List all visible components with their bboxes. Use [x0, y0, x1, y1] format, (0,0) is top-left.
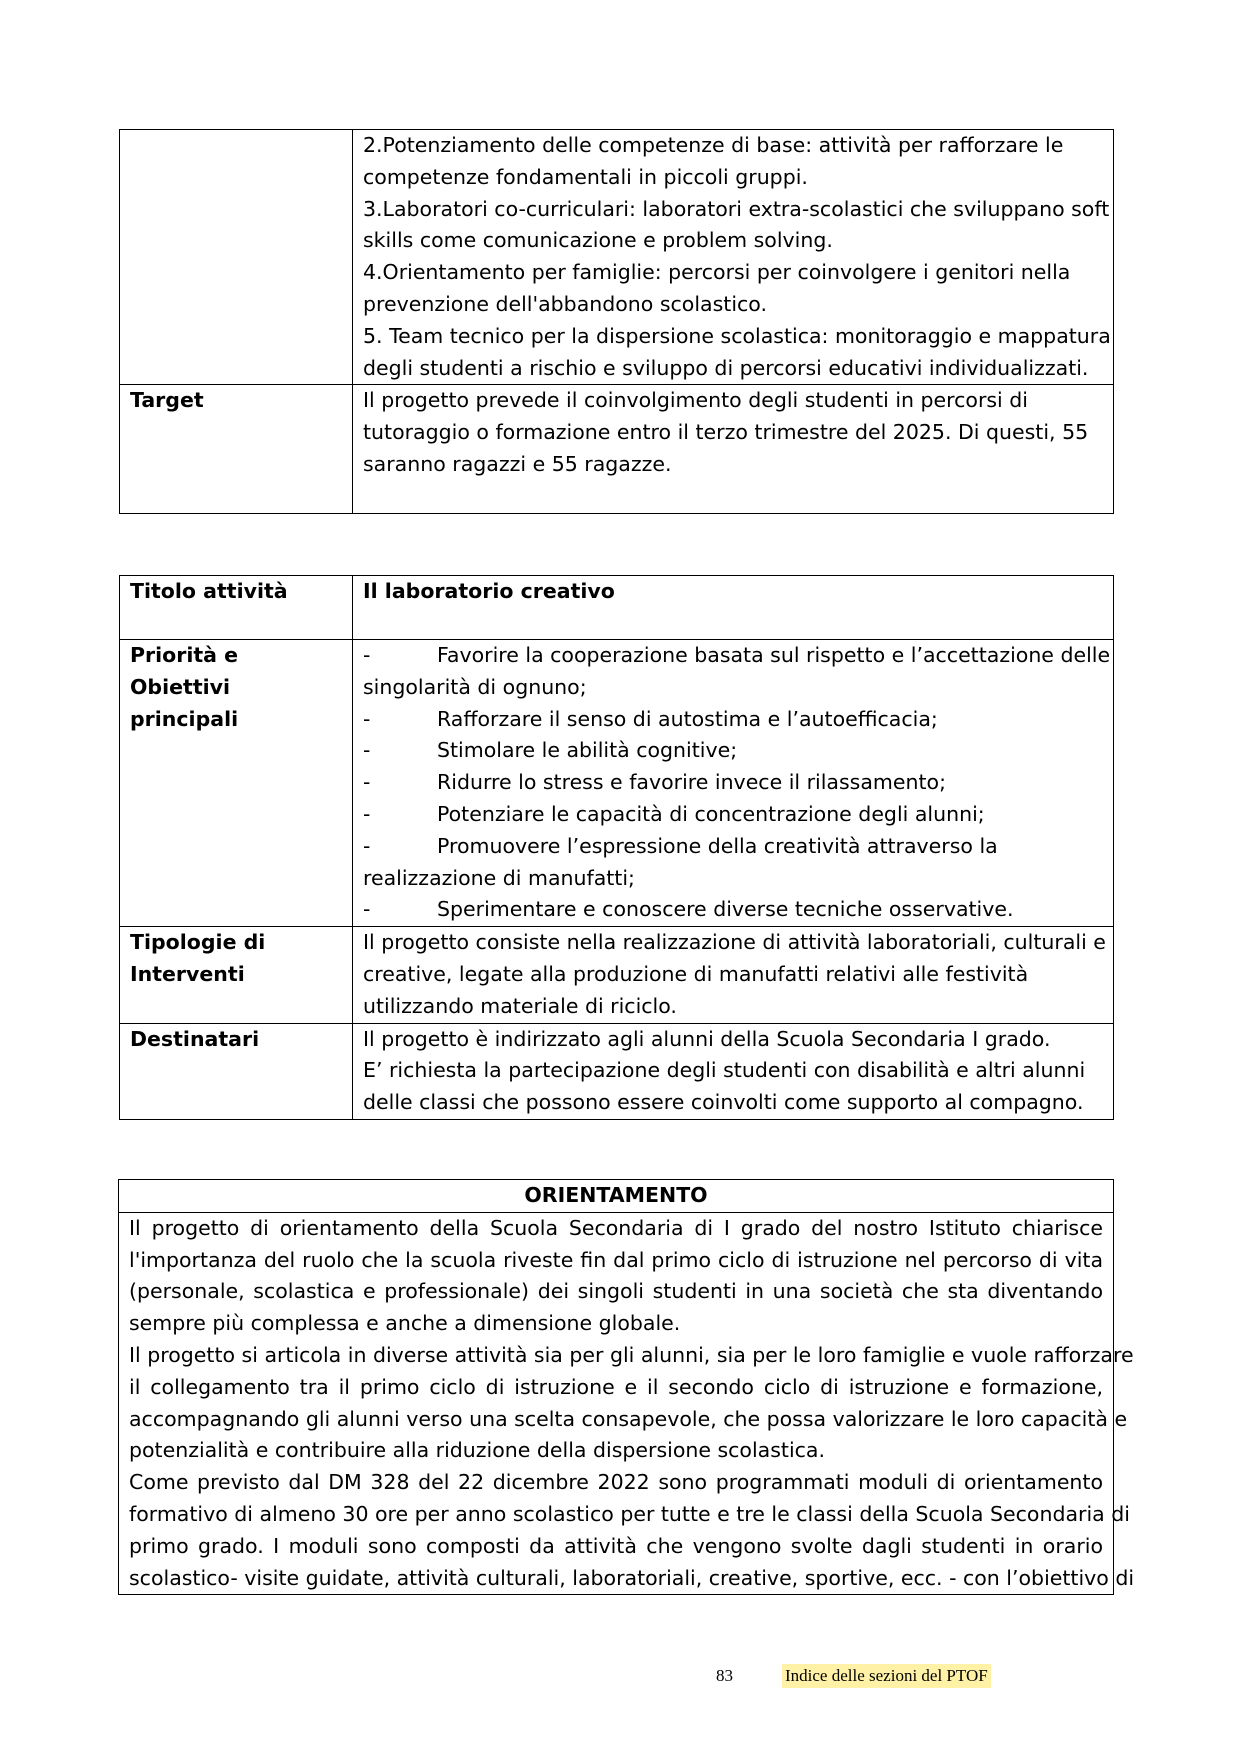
- list-item: - Potenziare le capacità di concentrazione degli alunni;: [363, 799, 1103, 831]
- row-label: [120, 130, 353, 385]
- text-line: accompagnando gli alunni verso una scelta consapevole, che possa valorizzare le loro capacità e: [129, 1406, 1128, 1431]
- list-item: - Stimolare le abilità cognitive;: [363, 735, 1103, 767]
- interventions-label: [120, 927, 353, 1023]
- text-line: 5. Team tecnico per la dispersione scolastica: monitoraggio e mappatura: [363, 323, 1111, 348]
- row-content: [353, 130, 1114, 385]
- list-item: realizzazione di manufatti;: [363, 865, 635, 890]
- target-content: [353, 385, 1114, 513]
- title-label: Titolo attività: [120, 576, 353, 640]
- blank-line: [363, 481, 1103, 513]
- table-row: [120, 385, 1114, 513]
- orientation-table: [118, 1179, 1135, 1595]
- page-number: 83: [716, 1666, 733, 1685]
- table-row: [120, 927, 1114, 1023]
- bullet-dash: -: [363, 897, 371, 922]
- list-item: - Promuovere l’espressione della creatività attraverso la: [363, 831, 1103, 863]
- bullet-dash: -: [363, 643, 371, 667]
- text-line: Il progetto di orientamento della Scuola Secondaria di I grado del nostro Istituto chiarisce: [129, 1215, 1103, 1240]
- page-footer: [0, 1664, 1243, 1688]
- text-line: sempre più complessa e anche a dimensione globale.: [129, 1311, 681, 1336]
- list-item: singolarità di ognuno;: [363, 674, 587, 699]
- table-row: [119, 1180, 1114, 1213]
- text-line: Il progetto consiste nella realizzazione di attività laboratoriali, culturali e: [363, 930, 1106, 955]
- bullet-dash: -: [363, 738, 371, 763]
- text-line: primo grado. I moduli sono composti da attività che vengono svolte dagli studenti in orario: [129, 1533, 1103, 1558]
- title-value: Il laboratorio creativo: [353, 576, 1114, 640]
- text-line: potenzialità e contribuire alla riduzione della dispersione scolastica.: [129, 1438, 825, 1463]
- label-line: Priorità e: [130, 643, 239, 667]
- priorities-list: [353, 640, 1114, 927]
- text-line: 3.Laboratori co-curriculari: laboratori extra-scolastici che sviluppano soft: [363, 196, 1110, 221]
- list-item: - Favorire la cooperazione basata sul rispetto e l’accettazione delle: [363, 640, 1103, 672]
- text-line: utilizzando materiale di riciclo.: [363, 993, 677, 1018]
- text-line: prevenzione dell'abbandono scolastico.: [363, 291, 767, 316]
- orientation-body: [119, 1212, 1135, 1595]
- text-line: (personale, scolastica e professionale) dei singoli studenti in una società che sta diventando: [129, 1279, 1103, 1304]
- bullet-dash: -: [363, 833, 371, 858]
- text-line: degli studenti a rischio e sviluppo di percorsi educativi individualizzati.: [363, 355, 1089, 380]
- list-item: - Ridurre lo stress e favorire invece il rilassamento;: [363, 767, 1103, 799]
- text-line: saranno ragazzi e 55 ragazze.: [363, 451, 672, 476]
- text-line: Il progetto si articola in diverse attività sia per gli alunni, sia per le loro famiglie e vuole rafforzare: [129, 1342, 1134, 1367]
- text-line: Il progetto prevede il coinvolgimento degli studenti in percorsi di: [363, 388, 1028, 413]
- text-line: 2.Potenziamento delle competenze di base: attività per rafforzare le: [363, 133, 1064, 157]
- text-line: creative, legate alla produzione di manufatti relativi alle festività: [363, 961, 1029, 986]
- interventions-content: [353, 927, 1114, 1023]
- recipients-content: [353, 1023, 1114, 1119]
- label-line: Interventi: [130, 961, 245, 986]
- table-row: [120, 576, 1114, 640]
- table-row: [120, 640, 1114, 927]
- text-line: tutoraggio o formazione entro il terzo trimestre del 2025. Di questi, 55: [363, 420, 1089, 445]
- text-line: formativo di almeno 30 ore per anno scolastico per tutte e tre le classi della Scuola Secondaria di: [129, 1501, 1130, 1526]
- text-line: delle classi che possono essere coinvolti come supporto al compagno.: [363, 1090, 1084, 1115]
- text-line: il collegamento tra il primo ciclo di istruzione e il secondo ciclo di istruzione e formazione,: [129, 1374, 1103, 1399]
- bullet-dash: -: [363, 770, 371, 795]
- bullet-dash: -: [363, 706, 371, 731]
- label-line: Tipologie di: [130, 930, 266, 955]
- table-row: [120, 1023, 1114, 1119]
- target-label: Target: [120, 385, 353, 513]
- text-line: 4.Orientamento per famiglie: percorsi per coinvolgere i genitori nella: [363, 260, 1071, 285]
- text-line: competenze fondamentali in piccoli gruppi.: [363, 164, 808, 189]
- table-row: [119, 1212, 1114, 1595]
- table-row: [120, 130, 1114, 385]
- list-item: - Sperimentare e conoscere diverse tecniche osservative.: [363, 894, 1103, 926]
- text-line: l'importanza del ruolo che la scuola riveste fin dal primo ciclo di istruzione nel percorso di vita: [129, 1247, 1103, 1272]
- list-item: - Rafforzare il senso di autostima e l’autoefficacia;: [363, 704, 1103, 736]
- recipients-label: Destinatari: [120, 1023, 353, 1119]
- activities-table: [119, 129, 1114, 514]
- section-heading: ORIENTAMENTO: [119, 1180, 1114, 1213]
- bullet-dash: -: [363, 801, 371, 826]
- text-line: Come previsto dal DM 328 del 22 dicembre 2022 sono programmati moduli di orientamento: [129, 1470, 1103, 1495]
- text-line: scolastico- visite guidate, attività culturali, laboratoriali, creative, sportive, ecc. - con l’obiettivo di: [129, 1565, 1135, 1590]
- priorities-label: [120, 640, 353, 927]
- label-line: Obiettivi: [130, 674, 231, 699]
- text-line: skills come comunicazione e problem solving.: [363, 228, 833, 253]
- ptof-index-link[interactable]: Indice delle sezioni del PTOF: [782, 1664, 991, 1688]
- label-line: principali: [130, 706, 239, 731]
- text-line: Il progetto è indirizzato agli alunni della Scuola Secondaria I grado.: [363, 1026, 1051, 1051]
- creative-lab-table: [119, 575, 1114, 1120]
- text-line: E’ richiesta la partecipazione degli studenti con disabilità e altri alunni: [363, 1058, 1086, 1083]
